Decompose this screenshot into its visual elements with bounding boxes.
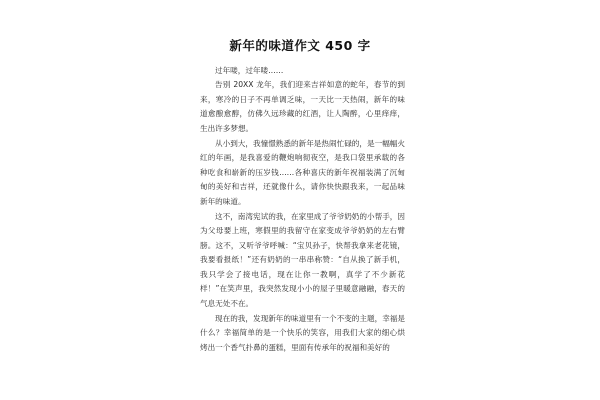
essay-paragraph: 过年喽，过年喽…… (215, 66, 284, 75)
essay-body (200, 64, 405, 355)
essay-title: 新年的味道作文 450 字 (229, 38, 371, 53)
essay-paragraph: 从小到大，我憧憬熟悉的新年是热闹忙碌的，是一幅幅火红的年画，是我喜爱的鞭炮响彻夜空，是我口袋里承载的各种吃食和崭新的压岁钱……各种喜庆的新年祝福装满了沉甸甸的美好和吉祥，还就像什么，请你快快跟我来，一起品味新年的味道。 (200, 139, 405, 206)
essay-paragraph: 现在的我，发现新年的味道里有一个不变的主题，幸福是什么？幸福简单的是一个快乐的笑容，用我们大家的细心烘烤出一个香气扑鼻的蛋糕，里面有传承年的祝福和美好的 (200, 313, 405, 352)
essay-paragraph: 这不，南湾宪试的我，在家里成了爷爷奶奶的小帮手，因为父母要上班，寒假里的我留守在家变成爷爷奶奶的左右臂膀。这不，又听爷爷呼喊：“宝贝孙子，快帮我拿来老花镜，我要看报纸！”还有奶奶的一串串称赞：“自从换了新手机，我只学会了接电话，现在让你一教啊，真学了不少新花样！”在笑声里，我突然发现小小的屋子里暖意融融，春天的气息无处不在。 (200, 212, 405, 308)
essay-paragraph: 告别 20XX 龙年，我们迎来吉祥如意的蛇年，春节的到来，寒冷的日子不再单调乏味，一天比一天热闹，新年的味道愈酿愈醇，仿佛久远珍藏的红酒，让人陶醉，心里痒痒，生出许多梦想。 (200, 80, 405, 133)
